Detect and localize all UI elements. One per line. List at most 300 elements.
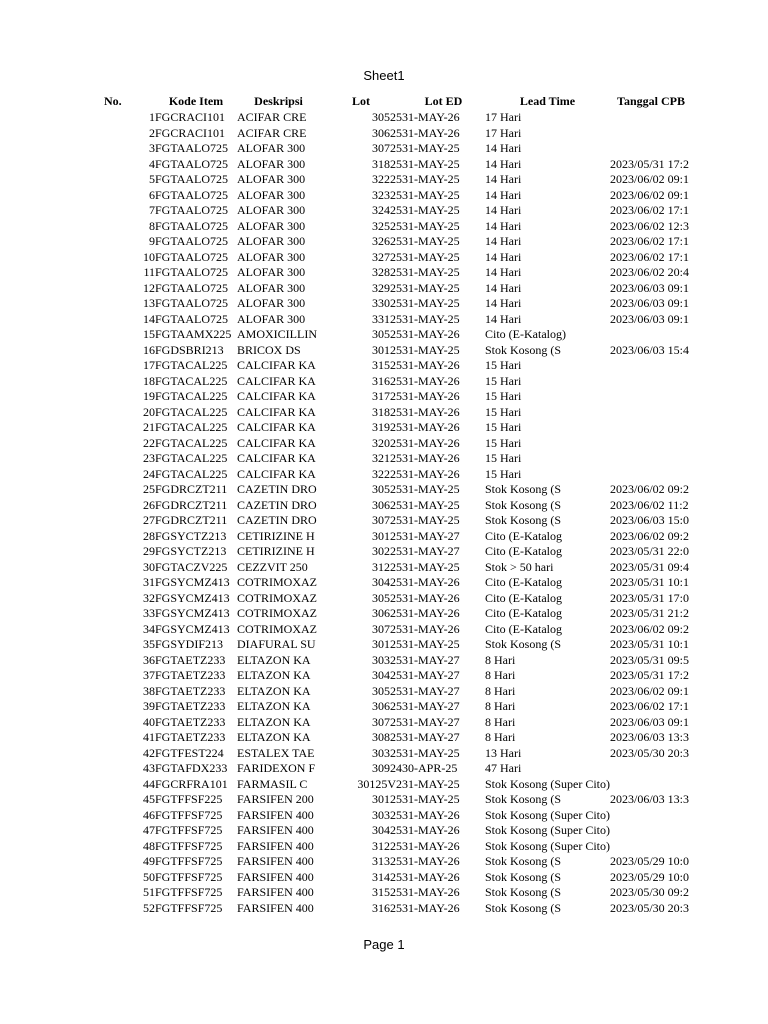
cell-lead-time: 17 Hari: [485, 110, 522, 124]
cell-no: 14: [143, 311, 155, 326]
table-row: [104, 250, 692, 266]
cell-lead-time: 15 Hari: [485, 373, 522, 388]
cell-lot: 30525: [372, 590, 402, 605]
cell-tanggal-cpb: [610, 808, 692, 824]
cell-lot-ed: 31-MAY-26: [402, 389, 460, 403]
cell-tanggal-cpb: 2023/06/03 15:0: [610, 513, 690, 527]
cell-lead-time: Stok Kosong (Super Cito): [485, 807, 611, 822]
table-row: [104, 575, 692, 591]
cell-deskripsi: FARSIFEN 400: [237, 869, 314, 884]
cell-deskripsi: FARMASIL C: [237, 776, 308, 791]
cell-lot: 32425: [372, 203, 402, 217]
cell-no: 41: [143, 730, 155, 744]
cell-deskripsi: ELTAZON KA: [237, 730, 311, 744]
cell-lead-time: 14 Hari: [485, 156, 522, 171]
table-row: [104, 544, 692, 560]
cell-lot-ed: 31-MAY-25: [402, 559, 460, 574]
cell-lot: 30125: [372, 637, 402, 651]
cell-lot: 32025: [372, 435, 402, 450]
cell-deskripsi: ALOFAR 300: [237, 156, 306, 171]
cell-no: 18: [143, 373, 155, 388]
table-row: [104, 668, 692, 684]
cell-lead-time: Cito (E-Katalog: [485, 606, 562, 620]
cell-tanggal-cpb: 2023/06/02 17:1: [610, 203, 690, 217]
cell-no: 22: [143, 435, 155, 450]
table-row: [104, 684, 692, 700]
cell-lot: 32525: [372, 218, 402, 233]
cell-tanggal-cpb: 2023/06/03 13:3: [610, 792, 690, 806]
cell-tanggal-cpb: 2023/05/30 09:2: [610, 885, 690, 899]
header-kode-item: Kode Item: [168, 94, 224, 108]
cell-lot-ed: 31-MAY-27: [402, 699, 460, 713]
cell-lead-time: Stok Kosong (S: [485, 792, 562, 806]
cell-lead-time: 15 Hari: [485, 358, 522, 372]
cell-lead-time: 14 Hari: [485, 249, 522, 264]
sheet-title: Sheet1: [363, 68, 405, 83]
cell-lot-ed: 31-MAY-26: [402, 575, 460, 589]
cell-kode-item: FGCRACI101: [155, 110, 226, 124]
cell-kode-item: FGTFFSF725: [155, 838, 223, 853]
cell-deskripsi: COTRIMOXAZ: [237, 606, 317, 620]
cell-kode-item: FGTAALO725: [155, 280, 229, 295]
cell-lead-time: Cito (E-Katalog: [485, 528, 562, 543]
table-row: [104, 436, 692, 452]
cell-lot-ed: 31-MAY-26: [402, 358, 460, 372]
cell-no: 42: [143, 745, 155, 760]
table-row: [104, 451, 692, 467]
cell-kode-item: FGTFFSF725: [155, 823, 223, 837]
cell-kode-item: FGTAALO725: [155, 311, 229, 326]
cell-lot-ed: 31-MAY-26: [402, 807, 460, 822]
cell-lot-ed: 31-MAY-26: [402, 466, 460, 481]
cell-kode-item: FGTAALO725: [155, 249, 229, 264]
cell-lead-time: 14 Hari: [485, 265, 522, 279]
cell-lot: 31925: [372, 420, 402, 434]
cell-lot: 32225: [372, 466, 402, 481]
table-row: [104, 761, 692, 777]
cell-deskripsi: CALCIFAR KA: [237, 404, 316, 419]
cell-no: 25: [143, 482, 155, 496]
cell-no: 27: [143, 513, 155, 527]
cell-kode-item: FGTAALO725: [155, 203, 229, 217]
cell-lead-time: 14 Hari: [485, 296, 522, 310]
cell-tanggal-cpb: [610, 405, 692, 421]
cell-lead-time: 14 Hari: [485, 203, 522, 217]
cell-lead-time: Stok Kosong (Super Cito): [485, 838, 611, 853]
cell-lead-time: 8 Hari: [485, 699, 516, 713]
cell-deskripsi: FARSIFEN 400: [237, 823, 314, 837]
cell-no: 46: [143, 807, 155, 822]
cell-lot-ed: 31-MAY-26: [402, 900, 460, 915]
cell-lot-ed: 31-MAY-25: [402, 234, 460, 248]
cell-lot: 32725: [372, 249, 402, 264]
cell-no: 20: [143, 404, 155, 419]
table-row: [104, 172, 692, 188]
cell-lot-ed: 31-MAY-27: [402, 683, 460, 698]
cell-tanggal-cpb: 2023/06/03 15:4: [610, 342, 690, 357]
cell-deskripsi: CALCIFAR KA: [237, 358, 316, 372]
cell-tanggal-cpb: 2023/05/31 17:2: [610, 668, 690, 682]
cell-tanggal-cpb: [610, 374, 692, 390]
cell-lot-ed: 31-MAY-27: [402, 544, 460, 558]
cell-lot-ed: 31-MAY-26: [402, 885, 460, 899]
cell-lot-ed: 30-APR-25: [402, 761, 458, 775]
cell-lot-ed: 31-MAY-25: [402, 141, 460, 155]
cell-no: 50: [143, 869, 155, 884]
table-row: [104, 653, 692, 669]
cell-kode-item: FGDSBRI213: [155, 342, 224, 357]
cell-lot: 30525: [372, 683, 402, 698]
cell-lead-time: Stok Kosong (S: [485, 900, 562, 915]
cell-deskripsi: CALCIFAR KA: [237, 420, 316, 434]
table-row: [104, 513, 692, 529]
cell-lot-ed: 31-MAY-27: [402, 730, 460, 744]
cell-kode-item: FGTFFSF225: [155, 792, 223, 806]
cell-no: 30: [143, 559, 155, 574]
cell-tanggal-cpb: [610, 110, 692, 126]
cell-lead-time: Stok Kosong (S: [485, 885, 562, 899]
cell-kode-item: FGSYCMZ413: [155, 590, 230, 605]
cell-lot: 31225: [372, 559, 402, 574]
cell-deskripsi: CALCIFAR KA: [237, 435, 316, 450]
cell-no: 1: [149, 110, 155, 124]
cell-lot: 31725: [372, 389, 402, 403]
cell-deskripsi: FARSIFEN 400: [237, 900, 314, 915]
table-row: [104, 467, 692, 483]
cell-deskripsi: COTRIMOXAZ: [237, 621, 317, 636]
cell-deskripsi: ALOFAR 300: [237, 280, 306, 295]
cell-lead-time: 8 Hari: [485, 652, 516, 667]
cell-deskripsi: COTRIMOXAZ: [237, 575, 317, 589]
cell-lead-time: 14 Hari: [485, 218, 522, 233]
cell-lead-time: 15 Hari: [485, 466, 522, 481]
cell-kode-item: FGTAALO725: [155, 265, 229, 279]
cell-lot: 32825: [372, 265, 402, 279]
cell-deskripsi: ACIFAR CRE: [237, 125, 307, 140]
table-row: [104, 823, 692, 839]
cell-no: 2: [149, 125, 155, 140]
cell-deskripsi: CAZETIN DRO: [237, 513, 317, 527]
cell-lead-time: Cito (E-Katalog: [485, 621, 562, 636]
cell-tanggal-cpb: 2023/06/02 09:2: [610, 621, 690, 636]
cell-tanggal-cpb: [610, 451, 692, 467]
cell-tanggal-cpb: 2023/05/31 17:0: [610, 590, 690, 605]
header-deskripsi: Deskripsi: [254, 94, 303, 108]
table-row: [104, 498, 692, 514]
cell-lot: 30325: [372, 652, 402, 667]
table-row: [104, 854, 692, 870]
table-row: [104, 529, 692, 545]
cell-deskripsi: ALOFAR 300: [237, 187, 306, 202]
cell-no: 34: [143, 621, 155, 636]
cell-tanggal-cpb: [610, 126, 692, 142]
cell-lot-ed: 31-MAY-27: [402, 652, 460, 667]
cell-no: 23: [143, 451, 155, 465]
cell-no: 51: [143, 885, 155, 899]
cell-kode-item: FGTAALO725: [155, 156, 229, 171]
cell-tanggal-cpb: 2023/05/30 20:3: [610, 745, 690, 760]
cell-lead-time: Stok Kosong (S: [485, 854, 562, 868]
cell-deskripsi: CAZETIN DRO: [237, 482, 317, 496]
cell-deskripsi: CEZZVIT 250: [237, 559, 308, 574]
cell-lot: 30725: [372, 141, 402, 155]
table-row: [104, 374, 692, 390]
cell-kode-item: FGTFFSF725: [155, 900, 223, 915]
cell-deskripsi: ALOFAR 300: [237, 249, 306, 264]
cell-tanggal-cpb: [610, 436, 692, 452]
cell-no: 26: [143, 497, 155, 512]
cell-lot-ed: 31-MAY-26: [402, 606, 460, 620]
table-row: [104, 405, 692, 421]
cell-lead-time: 14 Hari: [485, 187, 522, 202]
cell-lot-ed: 31-MAY-26: [402, 621, 460, 636]
cell-deskripsi: ESTALEX TAE: [237, 745, 315, 760]
cell-tanggal-cpb: 2023/06/02 11:2: [610, 497, 689, 512]
cell-lot-ed: 31-MAY-26: [402, 869, 460, 884]
cell-deskripsi: ELTAZON KA: [237, 652, 311, 667]
cell-lot: 31325: [372, 854, 402, 868]
table-row: [104, 699, 692, 715]
cell-tanggal-cpb: [610, 839, 692, 855]
cell-kode-item: FGTAETZ233: [155, 730, 226, 744]
cell-lot: 31525: [372, 885, 402, 899]
cell-deskripsi: ALOFAR 300: [237, 218, 306, 233]
cell-lead-time: 14 Hari: [485, 234, 522, 248]
cell-deskripsi: AMOXICILLIN: [237, 327, 317, 341]
cell-lead-time: Cito (E-Katalog: [485, 590, 562, 605]
cell-no: 12: [143, 280, 155, 295]
table-row: [104, 606, 692, 622]
cell-kode-item: FGTACZV225: [155, 559, 228, 574]
cell-lot-ed: 31-MAY-26: [402, 404, 460, 419]
cell-lead-time: Stok Kosong (S: [485, 513, 562, 527]
cell-kode-item: FGTAAMX225: [155, 327, 232, 341]
cell-deskripsi: CETIRIZINE H: [237, 544, 315, 558]
cell-deskripsi: ALOFAR 300: [237, 311, 306, 326]
cell-tanggal-cpb: 2023/06/02 17:1: [610, 234, 690, 248]
cell-lot-ed: 31-MAY-26: [402, 420, 460, 434]
cell-kode-item: FGTACAL225: [155, 435, 228, 450]
cell-lot: 30625: [372, 497, 402, 512]
header-lead-time: Lead Time: [519, 94, 576, 108]
cell-lot: 30125: [372, 342, 402, 357]
cell-lot-ed: 31-MAY-26: [402, 327, 460, 341]
cell-no: 28: [143, 528, 155, 543]
cell-deskripsi: FARSIFEN 400: [237, 854, 314, 868]
cell-deskripsi: ALOFAR 300: [237, 234, 306, 248]
cell-lot-ed: 31-MAY-25: [402, 776, 460, 791]
cell-lot: 31425: [372, 869, 402, 884]
cell-no: 33: [143, 606, 155, 620]
cell-kode-item: FGTFFSF725: [155, 807, 223, 822]
table-row: [104, 234, 692, 250]
cell-kode-item: FGTAALO725: [155, 141, 229, 155]
cell-lot-ed: 31-MAY-25: [402, 497, 460, 512]
cell-tanggal-cpb: 2023/06/02 17:1: [610, 699, 690, 713]
cell-lot-ed: 31-MAY-25: [402, 342, 460, 357]
cell-lot-ed: 31-MAY-25: [402, 265, 460, 279]
cell-lead-time: Cito (E-Katalog): [485, 327, 566, 341]
cell-deskripsi: CETIRIZINE H: [237, 528, 315, 543]
cell-tanggal-cpb: [610, 823, 692, 839]
table-row: [104, 715, 692, 731]
cell-lot: 30725: [372, 513, 402, 527]
cell-lot: 31625: [372, 900, 402, 915]
cell-deskripsi: FARIDEXON F: [237, 761, 316, 775]
cell-lot-ed: 31-MAY-25: [402, 156, 460, 171]
cell-tanggal-cpb: [610, 327, 692, 343]
cell-lot: 30525: [372, 110, 402, 124]
cell-lot-ed: 31-MAY-25: [402, 482, 460, 496]
cell-lot-ed: 31-MAY-25: [402, 203, 460, 217]
cell-lead-time: 8 Hari: [485, 683, 516, 698]
cell-no: 16: [143, 342, 155, 357]
cell-lot: 30625: [372, 699, 402, 713]
cell-lot-ed: 31-MAY-25: [402, 172, 460, 186]
cell-deskripsi: BRICOX DS: [237, 342, 301, 357]
cell-deskripsi: CAZETIN DRO: [237, 497, 317, 512]
cell-kode-item: FGSYCTZ213: [155, 544, 227, 558]
cell-lot: 32325: [372, 187, 402, 202]
cell-lot: 31825: [372, 404, 402, 419]
cell-deskripsi: FARSIFEN 200: [237, 792, 314, 806]
cell-kode-item: FGTAFDX233: [155, 761, 228, 775]
cell-no: 48: [143, 838, 155, 853]
cell-deskripsi: ELTAZON KA: [237, 714, 311, 729]
cell-tanggal-cpb: 2023/05/31 10:1: [610, 575, 690, 589]
table-row: [104, 730, 692, 746]
cell-lot: 30425: [372, 668, 402, 682]
cell-lot: 33025: [372, 296, 402, 310]
cell-tanggal-cpb: 2023/06/02 09:1: [610, 683, 690, 698]
table-row: [104, 126, 692, 142]
cell-deskripsi: FARSIFEN 400: [237, 807, 314, 822]
cell-lot-ed: 31-MAY-26: [402, 838, 460, 853]
cell-lead-time: 14 Hari: [485, 172, 522, 186]
table-row: [104, 591, 692, 607]
cell-lot: 30425: [372, 823, 402, 837]
cell-deskripsi: ALOFAR 300: [237, 203, 306, 217]
table-row: [104, 746, 692, 762]
cell-lot: 32925: [372, 280, 402, 295]
cell-lead-time: Stok Kosong (S: [485, 482, 562, 496]
cell-deskripsi: CALCIFAR KA: [237, 466, 316, 481]
cell-kode-item: FGCRACI101: [155, 125, 226, 140]
cell-lot: 33125: [372, 311, 402, 326]
cell-no: 7: [149, 203, 155, 217]
cell-tanggal-cpb: 2023/06/02 09:1: [610, 172, 690, 186]
cell-lot-ed: 31-MAY-25: [402, 745, 460, 760]
cell-lot-ed: 31-MAY-25: [402, 311, 460, 326]
cell-kode-item: FGTACAL225: [155, 466, 228, 481]
cell-lot: 31525: [372, 358, 402, 372]
cell-lot: 30325: [372, 807, 402, 822]
cell-deskripsi: ALOFAR 300: [237, 172, 306, 186]
cell-no: 24: [143, 466, 155, 481]
cell-lead-time: 15 Hari: [485, 404, 522, 419]
cell-kode-item: FGTAETZ233: [155, 668, 226, 682]
cell-lot: 30725: [372, 714, 402, 729]
cell-kode-item: FGTACAL225: [155, 420, 228, 434]
cell-tanggal-cpb: [610, 141, 692, 157]
cell-deskripsi: CALCIFAR KA: [237, 373, 316, 388]
cell-tanggal-cpb: 2023/05/31 22:0: [610, 544, 690, 558]
table-row: [104, 327, 692, 343]
cell-lot-ed: 31-MAY-26: [402, 451, 460, 465]
cell-tanggal-cpb: 2023/06/03 09:1: [610, 714, 690, 729]
cell-kode-item: FGTFFSF725: [155, 869, 223, 884]
cell-deskripsi: DIAFURAL SU: [237, 637, 316, 651]
cell-kode-item: FGTFEST224: [155, 745, 224, 760]
cell-kode-item: FGTAETZ233: [155, 699, 226, 713]
cell-deskripsi: FARSIFEN 400: [237, 838, 314, 853]
cell-lot-ed: 31-MAY-27: [402, 668, 460, 682]
cell-kode-item: FGTAETZ233: [155, 652, 226, 667]
cell-lot-ed: 31-MAY-25: [402, 513, 460, 527]
table-row: [104, 157, 692, 173]
cell-no: 10: [143, 249, 155, 264]
cell-lot-ed: 31-MAY-27: [402, 528, 460, 543]
cell-kode-item: FGSYCMZ413: [155, 606, 230, 620]
cell-tanggal-cpb: 2023/06/02 20:4: [610, 265, 690, 279]
cell-tanggal-cpb: 2023/05/30 20:3: [610, 900, 690, 915]
cell-kode-item: FGTAETZ233: [155, 714, 226, 729]
cell-lead-time: Cito (E-Katalog: [485, 544, 562, 558]
cell-lot-ed: 31-MAY-26: [402, 823, 460, 837]
cell-tanggal-cpb: 2023/06/03 13:3: [610, 730, 690, 744]
cell-deskripsi: ELTAZON KA: [237, 699, 311, 713]
cell-tanggal-cpb: [610, 358, 692, 374]
cell-lot: 32225: [372, 172, 402, 186]
table-row: [104, 188, 692, 204]
cell-tanggal-cpb: 2023/06/02 12:3: [610, 218, 690, 233]
cell-lead-time: 15 Hari: [485, 451, 522, 465]
cell-deskripsi: ELTAZON KA: [237, 683, 311, 698]
cell-lot: 31225: [372, 838, 402, 853]
cell-kode-item: FGTACAL225: [155, 451, 228, 465]
cell-lead-time: Stok Kosong (Super Cito): [485, 823, 611, 837]
table-row: [104, 901, 692, 917]
cell-lead-time: 47 Hari: [485, 761, 522, 775]
cell-lead-time: 8 Hari: [485, 714, 516, 729]
cell-tanggal-cpb: 2023/06/02 17:1: [610, 249, 690, 264]
cell-tanggal-cpb: [610, 777, 692, 793]
cell-lot: 32125: [372, 451, 402, 465]
cell-lead-time: 14 Hari: [485, 280, 522, 295]
cell-kode-item: FGSYCMZ413: [155, 575, 230, 589]
cell-lot: 30325: [372, 745, 402, 760]
cell-lot: 32625: [372, 234, 402, 248]
header-tanggal-cpb: Tanggal CPB: [617, 94, 685, 108]
cell-kode-item: FGTACAL225: [155, 389, 228, 403]
cell-no: 13: [143, 296, 155, 310]
cell-no: 19: [143, 389, 155, 403]
cell-tanggal-cpb: 2023/06/03 09:1: [610, 280, 690, 295]
cell-lot: 30125: [372, 792, 402, 806]
cell-lot-ed: 31-MAY-26: [402, 590, 460, 605]
cell-lot: 30425: [372, 575, 402, 589]
cell-tanggal-cpb: [610, 467, 692, 483]
cell-tanggal-cpb: 2023/06/02 09:2: [610, 482, 690, 496]
cell-lead-time: Stok Kosong (S: [485, 869, 562, 884]
cell-no: 38: [143, 683, 155, 698]
cell-lot: 31825: [372, 156, 402, 171]
cell-no: 37: [143, 668, 155, 682]
cell-lead-time: Stok Kosong (S: [485, 342, 562, 357]
cell-lot-ed: 31-MAY-26: [402, 435, 460, 450]
cell-lead-time: 15 Hari: [485, 420, 522, 434]
cell-kode-item: FGDRCZT211: [155, 497, 228, 512]
